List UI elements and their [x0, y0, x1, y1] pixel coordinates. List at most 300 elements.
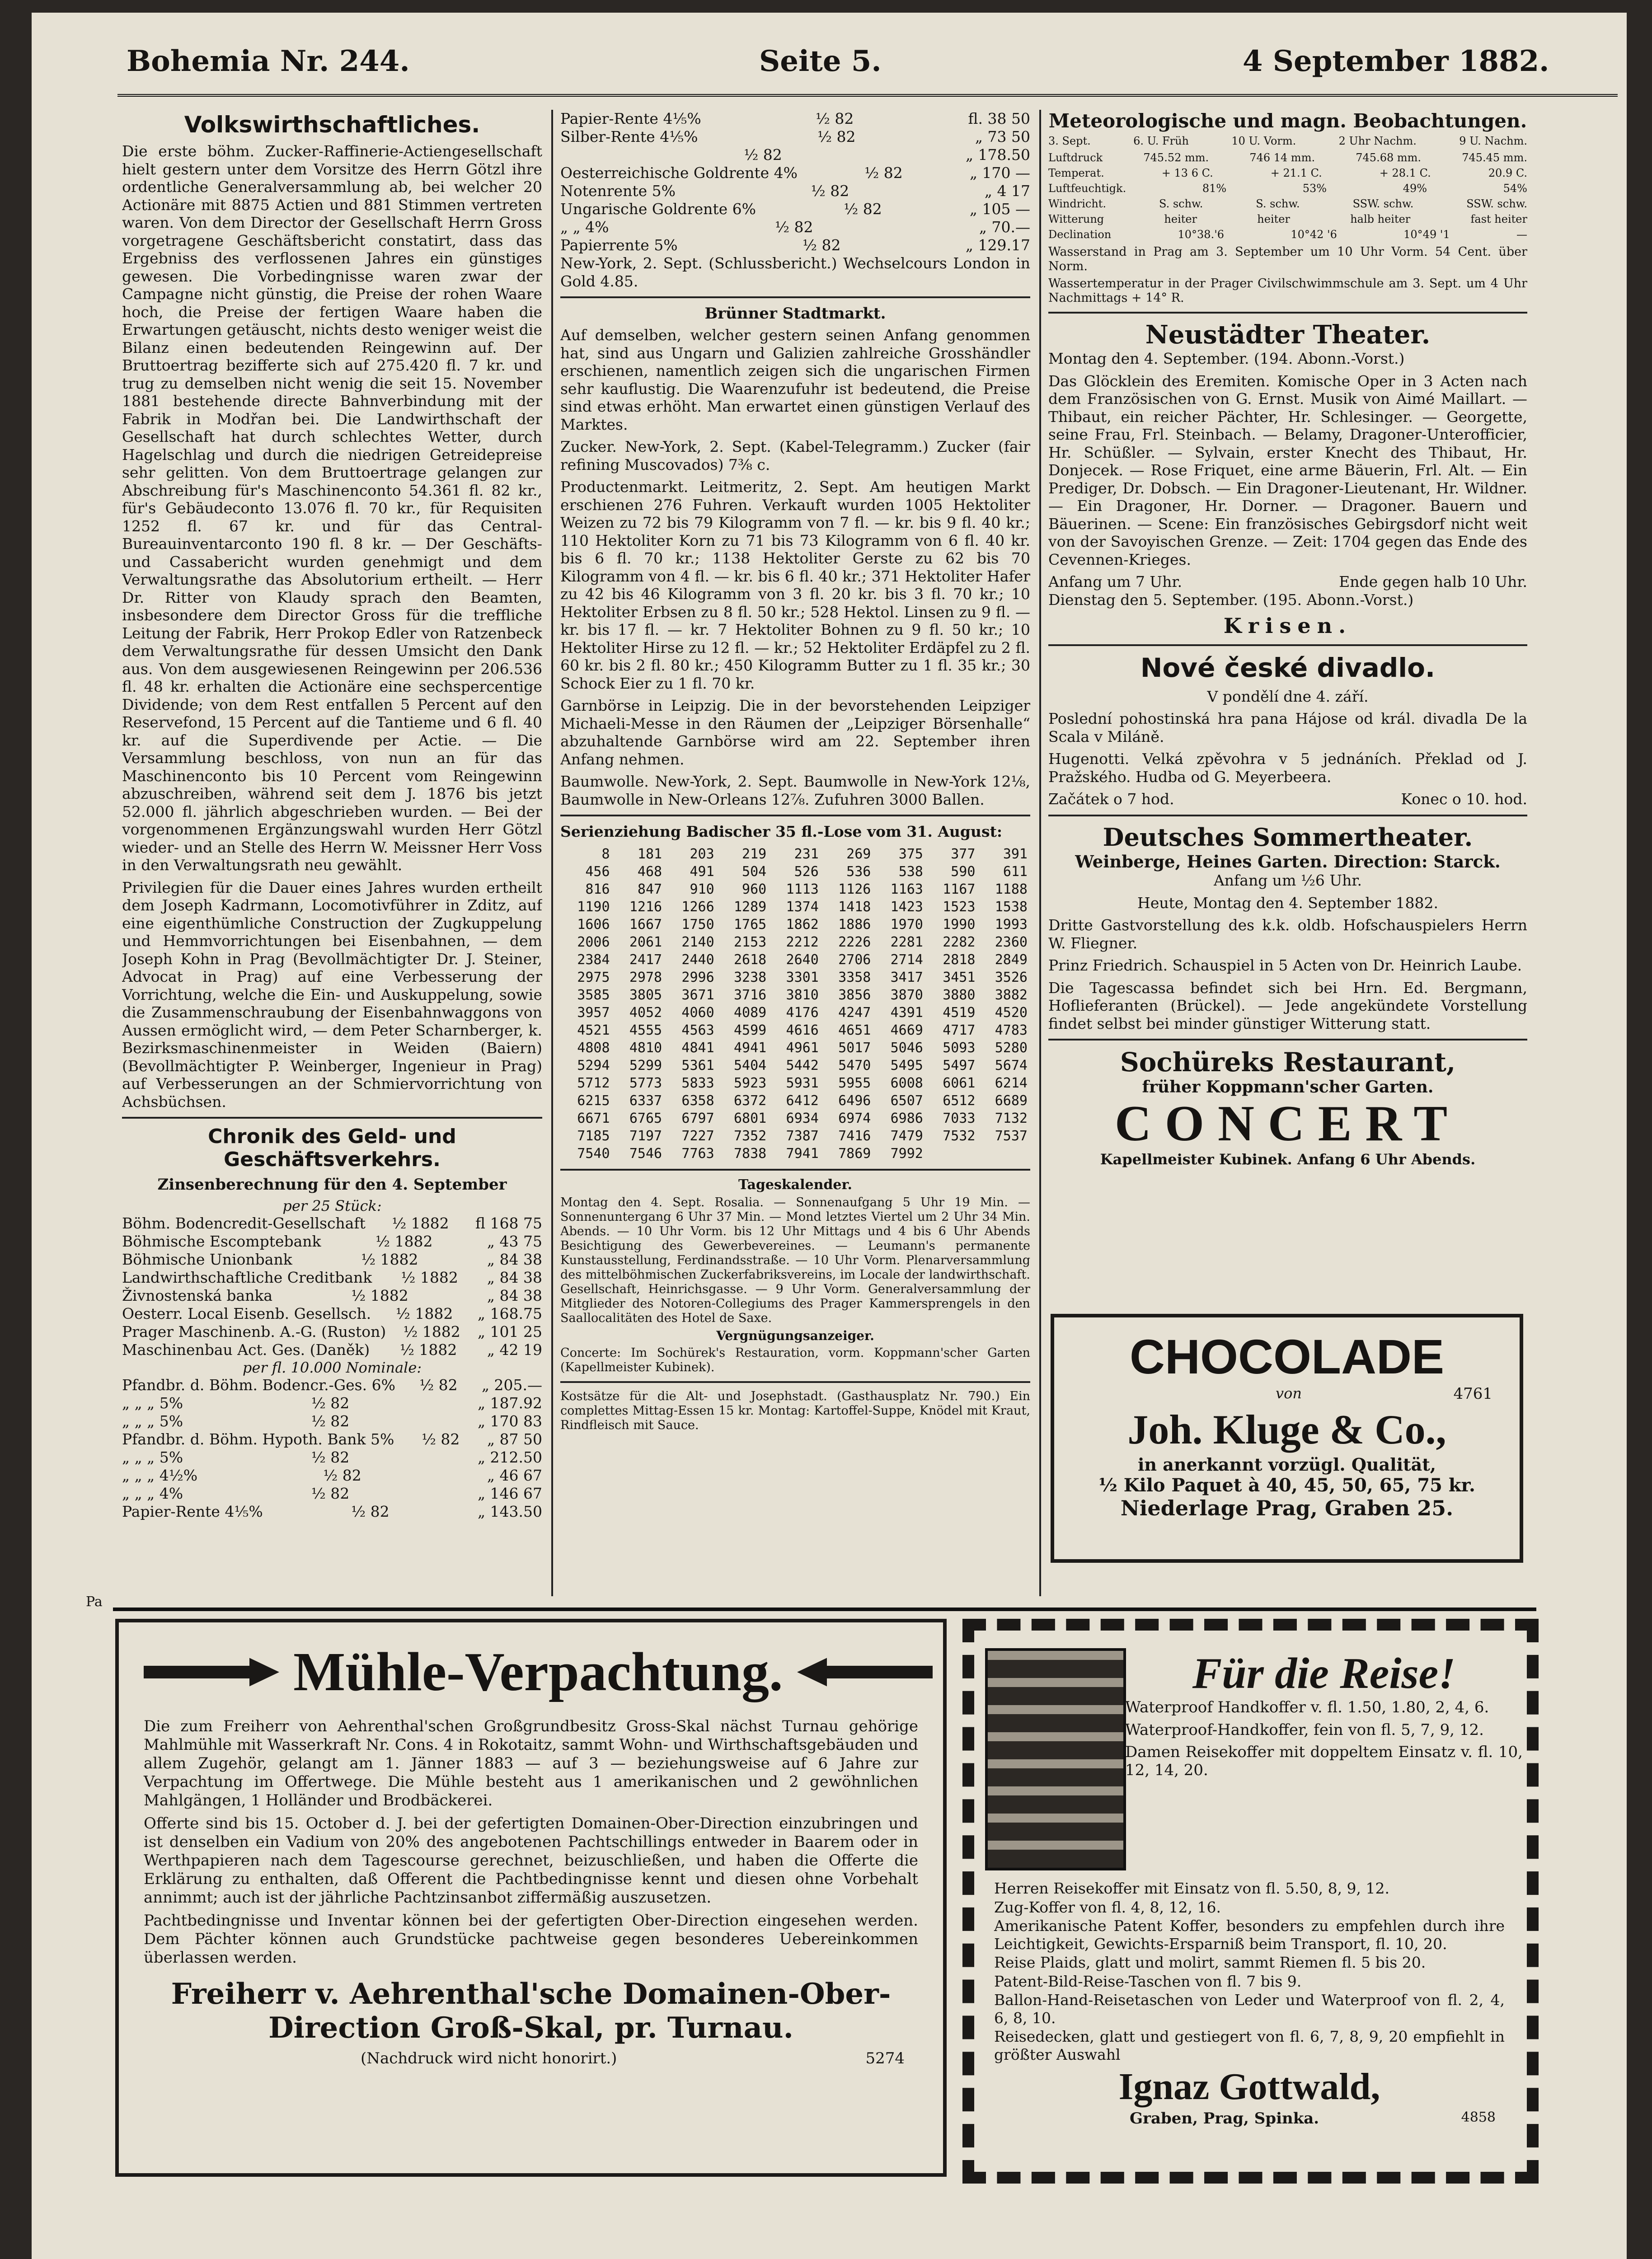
- czech-theatre-heading: Nové české divadlo.: [1140, 652, 1436, 683]
- produce-market-report: Productenmarkt. Leitmeritz, 2. Sept. Am heutigen Markt erschienen 276 Fuhren. Verkauft wurden 1005 Hektoliter Weizen zu 72 bis 79 Kilogramm von 7 fl. — kr. bis 9 fl. 40 kr.; 110 Hektoliter Korn zu 71 bis 73 Kilogramm von 6 fl. 40 kr. bis 6 fl. 70 kr.; 1138 Hektoliter Gerste zu 62 bis 70 Kilogramm von 4 fl. — kr. bis 6 fl. 40 kr.; 371 Hektoliter Hafer zu 42 bis 46 Kilogramm von 3 fl. 20 kr. bis 3 fl. 70 kr.; 10 Hektoliter Erbsen zu 8 fl. 50 kr.; 528 Hektol. Linsen zu 9 fl. — kr. bis 17 fl. — kr. 7 Hektoliter Bohnen zu 9 fl. 50 kr.; 10 Hektoliter Hirse zu 12 fl. — kr.; 52 Hektoliter Erdäpfel zu 2 fl. 60 kr. bis 2 fl. 80 kr.; 450 Kilogramm Butter zu 1 fl. 35 kr.; 30 Schock Eier zu 1 fl. 70 kr.: [560, 478, 1030, 692]
- bond-term: ½ 82: [311, 1448, 350, 1466]
- lottery-number: 468: [637, 863, 662, 880]
- lottery-number: 1886: [838, 916, 871, 933]
- lottery-number: 6974: [838, 1110, 871, 1126]
- mortgage-bond-table: [122, 1376, 542, 1521]
- bond-term: ½ 82: [311, 1394, 350, 1412]
- interest-value: „ 84 38: [487, 1287, 542, 1304]
- cotton-report: Baumwolle. New-York, 2. Sept. Baumwolle in New-York 12⅛, Baumwolle in New-Orleans 12⅞. Zufuhren 3000 Ballen.: [560, 773, 1030, 808]
- rente-row: [560, 218, 1030, 236]
- bond-term: ½ 82: [421, 1430, 460, 1448]
- chronicle-heading: Chronik des Geld- und Geschäftsverkehrs.: [208, 1125, 456, 1171]
- rente-value: „ 105 —: [969, 200, 1030, 218]
- summer-theatre-heading: Deutsches Sommertheater.: [1103, 823, 1473, 852]
- chocolate-title: CHOCOLADE: [1130, 1329, 1444, 1384]
- lottery-number: 6372: [733, 1092, 767, 1109]
- weather-row: [1048, 196, 1527, 211]
- czech-theatre-end: Konec o 10. hod.: [1401, 790, 1527, 808]
- lottery-number: 2384: [577, 951, 610, 968]
- lottery-number: 7352: [733, 1128, 767, 1144]
- mill-lease-conditions: Pachtbedingnisse und Inventar können bei der gefertigten Ober-Direction eingesehen werden. Dem Pächter können auch Grundstücke pachtweise gegen besonderes Uebereinkommen überlassen werden.: [144, 1912, 918, 1967]
- interest-name: Prager Maschinenb. A.-G. (Ruston): [122, 1323, 386, 1340]
- page-number: Seite 5.: [759, 44, 882, 78]
- restaurant-former-name: früher Koppmann'scher Garten.: [1142, 1078, 1434, 1097]
- rente-row: [560, 236, 1030, 254]
- interest-term: ½ 1882: [395, 1305, 453, 1322]
- rente-value: „ 178.50: [965, 146, 1030, 164]
- lottery-number: 6008: [890, 1075, 923, 1091]
- divider: [1048, 815, 1527, 816]
- interest-term: ½ 1882: [401, 1269, 458, 1286]
- meal-rates: Kostsätze für die Alt- und Josephstadt. (Gasthausplatz Nr. 790.) Ein complettes Mittag-Essen 15 kr. Montag: Kartoffel-Suppe, Knödel mit Kraut, Rindfleisch mit Sauce.: [560, 1389, 1030, 1432]
- lottery-number: 3301: [786, 969, 819, 985]
- lottery-heading: Serienziehung Badischer 35 fl.-Lose vom 31. August:: [560, 823, 1002, 840]
- travel-item-blankets: Reisedecken, glatt und gestiegert von fl. 6, 7, 8, 9, 20 empfiehlt in größter Auswahl: [994, 2028, 1505, 2063]
- mill-lease-signature-2: Direction Groß-Skal, pr. Turnau.: [268, 2011, 793, 2045]
- weather-column-label: 2 Uhr Nachm.: [1338, 135, 1417, 147]
- summer-theatre-play: Prinz Friedrich. Schauspiel in 5 Acten von Dr. Heinrich Laube.: [1048, 956, 1522, 974]
- lottery-number: 6507: [890, 1092, 923, 1109]
- bond-name: Pfandbr. d. Böhm. Bodencr.-Ges. 6%: [122, 1376, 395, 1394]
- lottery-number: 4941: [733, 1040, 767, 1056]
- lottery-number: 2417: [629, 951, 662, 968]
- lottery-number: 5361: [681, 1057, 714, 1073]
- weather-reading: 745.45 mm.: [1462, 151, 1527, 164]
- weather-reading: SSW. schw.: [1466, 197, 1527, 210]
- lottery-number: 6765: [629, 1110, 662, 1126]
- sugar-report: Zucker. New-York, 2. Sept. (Kabel-Telegramm.) Zucker (fair refining Muscovados) 7⅜ c.: [560, 438, 1030, 473]
- lottery-number: 7763: [681, 1145, 714, 1162]
- lottery-number: 5017: [838, 1040, 871, 1056]
- interest-term: ½ 1882: [392, 1214, 449, 1232]
- lottery-number: 4961: [786, 1040, 819, 1056]
- bond-name: „ „ „ 5%: [122, 1448, 183, 1466]
- travel-goods-list: [994, 1879, 1505, 2129]
- calendar-heading: Tageskalender.: [738, 1176, 852, 1193]
- neustadt-next-play: Krisen.: [1223, 613, 1352, 638]
- travel-item-patent-trunk: Amerikanische Patent Koffer, besonders zu empfehlen durch ihre Leichtigkeit, Gewichts-Ersparniß beim Transport, fl. 10, 20.: [994, 1917, 1505, 1953]
- lottery-number: 4616: [786, 1022, 819, 1038]
- lottery-number: 5404: [733, 1057, 767, 1073]
- weather-row: [1048, 181, 1527, 196]
- chocolate-von: von: [1276, 1385, 1302, 1402]
- interest-name: Oesterr. Local Eisenb. Gesellsch.: [122, 1305, 371, 1322]
- column-economics: [122, 110, 542, 1605]
- lottery-number: 4599: [733, 1022, 767, 1038]
- lottery-number: 1163: [890, 881, 923, 897]
- travel-item-handkoffer-fine: Waterproof-Handkoffer, fein von fl. 5, 7, 9, 12.: [1125, 1720, 1484, 1739]
- divider: [560, 1381, 1030, 1383]
- lottery-number: 6496: [838, 1092, 871, 1109]
- lottery-number: 6797: [681, 1110, 714, 1126]
- yarn-exchange-report: Garnbörse in Leipzig. Die in der bevorstehenden Leipziger Michaeli-Messe in den Räumen der „Leipziger Börsenhalle“ abzuhaltende Garnbörse wird am 22. September ihren Anfang nehmen.: [560, 697, 1030, 768]
- lottery-number: 5833: [681, 1075, 714, 1091]
- interest-table: [122, 1214, 542, 1359]
- czech-theatre-guest: Poslední pohostinská hra pana Hájose od král. divadla De la Scala v Miláně.: [1048, 710, 1527, 745]
- lottery-number: 2281: [890, 934, 923, 950]
- interest-term: ½ 1882: [361, 1251, 418, 1268]
- lottery-number: 7132: [995, 1110, 1028, 1126]
- lottery-number: 590: [951, 863, 976, 880]
- bond-row: [122, 1467, 542, 1485]
- summer-theatre-date: Heute, Montag den 4. September 1882.: [1137, 894, 1438, 912]
- lottery-number: 2140: [681, 934, 714, 950]
- lottery-number: 6214: [995, 1075, 1028, 1091]
- weather-measure: Witterung: [1048, 213, 1104, 225]
- rente-row: [560, 164, 1030, 182]
- lottery-number: 1667: [629, 916, 662, 933]
- lottery-number: 8: [601, 846, 610, 862]
- divider: [1048, 1039, 1527, 1040]
- weather-reading: 20.9 C.: [1488, 167, 1527, 179]
- interest-term: ½ 1882: [351, 1287, 408, 1304]
- rente-value: „ 4 17: [984, 182, 1030, 200]
- rente-term: ½ 82: [864, 164, 903, 182]
- divider: [560, 296, 1030, 298]
- lottery-number: 1167: [943, 881, 976, 897]
- travel-merchant-address: Graben, Prag, Spinka.: [1130, 2109, 1319, 2128]
- lottery-number: 1990: [943, 916, 976, 933]
- weather-reading: 54%: [1503, 182, 1527, 195]
- weather-column-label: 6. U. Früh: [1133, 135, 1189, 147]
- lottery-number: 7941: [786, 1145, 819, 1162]
- lottery-number: 6986: [890, 1110, 923, 1126]
- restaurant-name: Sochüreks Restaurant,: [1120, 1047, 1456, 1078]
- lottery-number: 816: [585, 881, 610, 897]
- rente-row: [560, 182, 1030, 200]
- lottery-number: 2440: [681, 951, 714, 968]
- lottery-number: 910: [690, 881, 714, 897]
- lottery-number: 1523: [943, 899, 976, 915]
- lottery-number: 4651: [838, 1022, 871, 1038]
- bond-name: „ „ „ 5%: [122, 1412, 183, 1430]
- rente-value: „ 170 —: [969, 164, 1030, 182]
- weather-reading: S. schw.: [1159, 197, 1203, 210]
- rente-term: ½ 82: [815, 110, 854, 127]
- czech-theatre-programme: Hugenotti. Velká zpěvohra v 5 jednáních. Překlad od J. Pražského. Hudba od G. Meyerbeera.: [1048, 750, 1527, 786]
- mill-ad-number: 5274: [865, 2049, 905, 2067]
- lottery-number: 3358: [838, 969, 871, 985]
- lottery-number: 7416: [838, 1128, 871, 1144]
- bond-value: „ 87 50: [487, 1430, 542, 1448]
- interest-name: Böhmische Unionbank: [122, 1251, 292, 1268]
- neustadt-programme: Das Glöcklein des Eremiten. Komische Oper in 3 Acten nach dem Französischen von G. Ernst. Musik von Aimé Maillart. — Thibaut, ein reicher Pächter, Hr. Schlesinger. — Georgette, seine Frau, Frl. Steinbach. — Belamy, Dragoner-Unterofficier, Hr. Schüßler. — Sylvain, erster Knecht des Thibaut, Hr. Donjecek. — Rose Friquet, eine arme Bäuerin, Frl. Alt. — Ein Prediger, Dr. Dobsch. — Ein Dragoner-Lieutenant, Hr. Wildner. — Ein Dragoner, Hr. Dorner. — Dragoner. Bauern und Bäuerinen. — Scene: Ein französisches Gebirgsdorf nicht weit von der Savoyischen Grenze. — Zeit: 1704 gegen das Ende des Cevennen-Krieges.: [1048, 372, 1527, 568]
- divider: [1048, 312, 1527, 314]
- lottery-number: 7479: [890, 1128, 923, 1144]
- lottery-number: 7537: [995, 1128, 1028, 1144]
- interest-subheading: per 25 Stück:: [282, 1197, 382, 1214]
- bond-value: „ 205.—: [481, 1376, 542, 1394]
- bruenn-market-report: Auf demselben, welcher gestern seinen Anfang genommen hat, sind aus Ungarn und Galizien zahlreiche Grosshändler erschienen, namentlich zeigen sich die ungarischen Firmen sehr kauflustig. Die Waarenzufuhr ist bedeutend, die Preise sind etwas erhöht. Man erwartet einen günstigen Verlauf des Marktes.: [560, 326, 1030, 433]
- interest-name: Böhmische Escomptebank: [122, 1233, 321, 1250]
- rente-row: [560, 128, 1030, 146]
- bond-row: [122, 1412, 542, 1430]
- advertisement-rule: [113, 1608, 1536, 1611]
- rente-table: [560, 110, 1030, 254]
- lottery-number: 2006: [577, 934, 610, 950]
- bond-row: [122, 1394, 542, 1412]
- bond-name: Pfandbr. d. Böhm. Hypoth. Bank 5%: [122, 1430, 394, 1448]
- lottery-number: 2975: [577, 969, 610, 985]
- weather-column-label: 10 U. Vorm.: [1231, 135, 1296, 147]
- lottery-number: 6689: [995, 1092, 1028, 1109]
- lottery-number: 5712: [577, 1075, 610, 1091]
- lottery-number: 526: [794, 863, 819, 880]
- lottery-number: 203: [690, 846, 714, 862]
- divider: [122, 1117, 542, 1119]
- lottery-number: 5046: [890, 1040, 923, 1056]
- travel-merchant-name: Ignaz Gottwald,: [1118, 2066, 1380, 2108]
- bond-row: [122, 1485, 542, 1503]
- lottery-number: 1126: [838, 881, 871, 897]
- weather-row: [1048, 227, 1527, 242]
- lottery-number: 3856: [838, 987, 871, 1003]
- weather-reading: 10°49 '1: [1403, 228, 1450, 241]
- concert-details: Kapellmeister Kubinek. Anfang 6 Uhr Abends.: [1100, 1151, 1476, 1168]
- lottery-number: 504: [742, 863, 767, 880]
- lottery-number: 3417: [890, 969, 923, 985]
- rente-value: „ 70.—: [979, 218, 1030, 236]
- lottery-number: 6337: [629, 1092, 662, 1109]
- chocolate-ad-number: 4761: [1453, 1385, 1492, 1403]
- privileges-article: Privilegien für die Dauer eines Jahres wurden ertheilt dem Joseph Kadrmann, Locomotivführer in Zditz, auf eine eigenthümliche Construction der Zugkuppelung und Hemmvorrichtungen bei Eisenbahnen, — dem Joseph Kohn in Prag (Bevollmächtigter Dr. J. Steiner, Advocat in Prag) auf eine Verbesserung der Vorrichtung, welche die Ein- und Auskuppelung, sowie die Zusammenschraubung der Eisenbahnwaggons von Aussen ermöglicht wird, — dem Peter Scharnberger, k. Bezirksmaschinenmeister in Weiden (Baiern) (Bevollmächtigter P. Weinberger, Ingenieur in Prag) auf Verbesserungen an der Schmiervorrichtung von Achsbüchsen.: [122, 878, 542, 1111]
- interest-row: [122, 1287, 542, 1305]
- travel-item-balloon-bags: Ballon-Hand-Reisetaschen von Leder und Waterproof von fl. 2, 4, 6, 8, 10.: [994, 1991, 1505, 2027]
- lottery-number: 538: [898, 863, 923, 880]
- column-markets: [560, 110, 1030, 1605]
- travel-item-ladies-trunk: Damen Reisekoffer mit doppeltem Einsatz v. fl. 10, 12, 14, 20.: [1125, 1743, 1523, 1779]
- lottery-number: 3957: [577, 1004, 610, 1021]
- lottery-number: 1970: [890, 916, 923, 933]
- weather-column-label: 9 U. Nachm.: [1459, 135, 1527, 147]
- lottery-number: 391: [1003, 846, 1028, 862]
- weather-reading: S. schw.: [1256, 197, 1300, 210]
- lottery-number: 2153: [733, 934, 767, 950]
- lottery-number: 6934: [786, 1110, 819, 1126]
- interest-term: ½ 1882: [375, 1233, 433, 1250]
- lottery-number: 6671: [577, 1110, 610, 1126]
- lottery-number: 2282: [943, 934, 976, 950]
- lottery-number: 1374: [786, 899, 819, 915]
- lottery-number: 1216: [629, 899, 662, 915]
- lottery-number: 1862: [786, 916, 819, 933]
- bond-value: „ 170 83: [477, 1412, 542, 1430]
- lottery-number: 536: [846, 863, 871, 880]
- lottery-number: 3451: [943, 969, 976, 985]
- lottery-number: 5470: [838, 1057, 871, 1073]
- chocolate-shop: Niederlage Prag, Graben 25.: [1120, 1496, 1454, 1520]
- lottery-number: 5773: [629, 1075, 662, 1091]
- neustadt-end: Ende gegen halb 10 Uhr.: [1339, 573, 1527, 591]
- bond-term: ½ 82: [311, 1485, 350, 1502]
- bond-value: „ 46 67: [487, 1467, 542, 1484]
- weather-measure: Luftdruck: [1048, 151, 1103, 164]
- day-calendar: Montag den 4. Sept. Rosalia. — Sonnenaufgang 5 Uhr 19 Min. — Sonnenuntergang 6 Uhr 37 Min. — Mond letztes Viertel um 2 Uhr 34 Min. Abends. — 10 Uhr Vorm. bis 12 Uhr Mittags und 4 bis 6 Uhr Abends Besichtigung des Gewerbevereines. — Leumann's permanente Kunstausstellung, Ferdinandsstraße. — 10 Uhr Vorm. Plenarversammlung des mittelböhmischen Zuckerfabriksvereins, im Locale der landwirthschaft. Gesellschaft, Heinrichsgasse. — 9 Uhr Vorm. Generalversammlung der Mitglieder des Notoren-Collegiums des Prager Kammersprengels in den Saallocalitäten des Hotel de Saxe.: [560, 1195, 1030, 1325]
- amusements-heading: Vergnügungsanzeiger.: [716, 1328, 874, 1343]
- interest-term: ½ 1882: [403, 1323, 460, 1340]
- lottery-number: 3671: [681, 987, 714, 1003]
- interest-name: Böhm. Bodencredit-Gesellschaft: [122, 1214, 366, 1232]
- interest-value: „ 42 19: [487, 1341, 542, 1359]
- lottery-number: 3238: [733, 969, 767, 985]
- header-rule: [117, 94, 1618, 97]
- weather-measure: Declination: [1048, 228, 1112, 241]
- rente-term: ½ 82: [844, 200, 882, 218]
- rente-term: ½ 82: [774, 218, 813, 236]
- summer-theatre-box-office: Die Tagescassa befindet sich bei Hrn. Ed. Bergmann, Hoflieferanten (Brückel). — Jede angekündete Vorstellung findet selbst bei minder günstiger Witterung statt.: [1048, 979, 1527, 1032]
- lottery-number: 4808: [577, 1040, 610, 1056]
- mill-lease-advertisement: [115, 1619, 947, 2177]
- rente-term: ½ 82: [803, 236, 841, 254]
- lottery-number: 181: [637, 846, 662, 862]
- weather-reading: SSW. schw.: [1352, 197, 1414, 210]
- chocolate-advertisement: [1051, 1314, 1523, 1563]
- travel-item-bags: Patent-Bild-Reise-Taschen von fl. 7 bis 9.: [994, 1972, 1302, 1990]
- neustadt-date: Montag den 4. September. (194. Abonn.-Vorst.): [1048, 350, 1405, 367]
- divider: [560, 815, 1030, 816]
- rente-value: „ 73 50: [975, 128, 1030, 145]
- interest-row: [122, 1269, 542, 1287]
- weather-measure: Luftfeuchtigk.: [1048, 182, 1126, 195]
- bond-term: ½ 82: [311, 1412, 350, 1430]
- rente-name: Notenrente 5%: [560, 182, 676, 200]
- water-temperature-note: Wassertemperatur in der Prager Civilschwimmschule am 3. Sept. um 4 Uhr Nachmittags + 14° R.: [1048, 277, 1527, 305]
- lottery-number: 231: [794, 846, 819, 862]
- rente-name: „ „ 4%: [560, 218, 609, 236]
- lottery-number: 2706: [838, 951, 871, 968]
- sugar-refinery-article: Die erste böhm. Zucker-Raffinerie-Actiengesellschaft hielt gestern unter dem Vorsitze des Herrn Götzl ihre ordentliche Generalversammlung ab, bei welcher 20 Actionäre mit 8875 Actien und 881 Stimmen vertreten waren. Von dem Director der Gesellschaft Herrn Gross vorgetragene Geschäftsbericht constatirt, dass das Ergebniss des verflossenen Jahres ein günstiges gewesen. Die Vorbedingnisse waren zwar der Campagne nicht günstig, die Preise der rohen Waare hoch, die Preise der fertigen Waare haben die Erwartungen getäuscht, nichts desto weniger weist die Bilanz einen bedeutenden Reingewinn auf. Der Bruttoertrag bezifferte sich auf 275.420 fl. 7 kr. und trug zu demselben nicht wenig die seit 15. November 1881 bestehende directe Bahnverbindung mit der Fabrik in Modřan bei. Die Landwirthschaft der Gesellschaft hat durch schlechtes Wetter, durch Hagelschlag und durch die niedrigen Getreidepreise sehr gelitten. Von dem Bruttoertrage gelangen zur Abschreibung für's Maschinenconto 54.361 fl. 82 kr., für's Gebäudeconto 13.076 fl. 70 kr., für Requisiten 1252 fl. 67 kr. und für das Central-Bureauinventarconto 190 fl. 8 kr. — Der Geschäfts- und Cassabericht wurden genehmigt und dem Verwaltungsrathe das Absolutorium ertheilt. — Herr Dr. Ritter von Klaudy sprach den Beamten, insbesondere dem Director Gross für die treffliche Leitung der Fabrik, Herr Prokop Edler von Ratzenbeck dem Verwaltungsrathe für dessen Umsicht den Dank aus. Von dem ausgewiesenen Reingewinn per 206.536 fl. 48 kr. erhalten die Actionäre eine sechspercentige Dividende; von dem Rest entfallen 5 Percent auf den Reservefond, 15 Percent auf die Tantieme und 6 fl. 40 kr. auf die Superdivende per Actie. — Die Versammlung beschloss, von nun an für das Maschinenconto bis 10 Percent vom Reingewinn abzuschreiben, während seit dem J. 1876 bis jetzt 52.000 fl. jährlich abgeschrieben wurden. — Bei der vorgenommenen Ergänzungswahl wurden Herr Götzl wieder- und an Stelle des Herrn W. Meissner Herr Voss in den Verwaltungsrath neu gewählt.: [122, 142, 542, 874]
- lottery-number: 2061: [629, 934, 662, 950]
- weather-reading: —: [1516, 228, 1527, 241]
- column-rule-2: [1039, 110, 1041, 1596]
- lottery-number: 269: [846, 846, 871, 862]
- lottery-number: 3870: [890, 987, 923, 1003]
- lottery-number: 4060: [681, 1004, 714, 1021]
- neustadt-theatre-heading: Neustädter Theater.: [1145, 320, 1431, 350]
- weather-reading: 10°38.'6: [1178, 228, 1225, 241]
- summer-theatre-venue: Weinberge, Heines Garten. Direction: Starck.: [1075, 852, 1501, 872]
- lottery-number: 6412: [786, 1092, 819, 1109]
- lottery-number: 2996: [681, 969, 714, 985]
- newspaper-page: [32, 13, 1627, 2259]
- bond-row: [122, 1448, 542, 1467]
- mill-lease-offers: Offerte sind bis 15. October d. J. bei der gefertigten Domainen-Ober-Direction einzubringen und ist denselben ein Vadium von 20% des angebotenen Pachtschillings entweder in Baarem oder in Werthpapieren nach dem Tagescourse gerechnet, beizuschließen, und haben die Offerte die Erklärung zu enthalten, daß Offerent die Pachtbedingnisse kennt und diesen ohne Vorbehalt annimmt; auch ist der jährliche Pachtzinsanbot ziffermäßig auszusetzen.: [144, 1814, 918, 1907]
- column-rule-1: [551, 110, 553, 1596]
- lottery-number: 1418: [838, 899, 871, 915]
- lottery-number: 4052: [629, 1004, 662, 1021]
- bond-row: [122, 1503, 542, 1521]
- interest-row: [122, 1233, 542, 1251]
- lottery-number: 5674: [995, 1057, 1028, 1073]
- lottery-number: 3810: [786, 987, 819, 1003]
- lottery-number: 3880: [943, 987, 976, 1003]
- weather-reading: heiter: [1257, 213, 1290, 225]
- lottery-number: 5442: [786, 1057, 819, 1073]
- bond-row: [122, 1430, 542, 1448]
- bond-name: „ „ „ 5%: [122, 1394, 183, 1412]
- lottery-number: 7033: [943, 1110, 976, 1126]
- interest-name: Landwirthschaftliche Creditbank: [122, 1269, 372, 1286]
- interest-value: „ 84 38: [487, 1251, 542, 1268]
- rente-term: ½ 82: [744, 146, 782, 164]
- lottery-number: 3716: [733, 987, 767, 1003]
- lottery-number: 7869: [838, 1145, 871, 1162]
- weather-reading: 81%: [1202, 182, 1227, 195]
- nominal-subheading: per fl. 10.000 Nominale:: [242, 1359, 422, 1376]
- lottery-number: 1765: [733, 916, 767, 933]
- divider: [1048, 644, 1527, 646]
- masthead-left: Bohemia Nr. 244.: [127, 44, 410, 78]
- lottery-number: 6061: [943, 1075, 976, 1091]
- lottery-number: 6801: [733, 1110, 767, 1126]
- lottery-number: 2978: [629, 969, 662, 985]
- bond-value: „ 212.50: [477, 1448, 542, 1466]
- weather-measure: Windricht.: [1048, 197, 1107, 210]
- lottery-number: 2226: [838, 934, 871, 950]
- weather-reading: + 21.1 C.: [1270, 167, 1322, 179]
- lottery-number: 7546: [629, 1145, 662, 1162]
- czech-theatre-date: V pondělí dne 4. září.: [1207, 687, 1369, 705]
- lottery-number: 1266: [681, 899, 714, 915]
- lottery-number: 1190: [577, 899, 610, 915]
- lottery-number: 2818: [943, 951, 976, 968]
- water-level-note: Wasserstand in Prag am 3. September um 10 Uhr Vorm. 54 Cent. über Norm.: [1048, 245, 1527, 273]
- rente-name: Ungarische Goldrente 6%: [560, 200, 756, 218]
- lottery-number: 1289: [733, 899, 767, 915]
- travel-goods-title: Für die Reise!: [1192, 1649, 1456, 1698]
- lottery-number: 4669: [890, 1022, 923, 1038]
- trunk-illustration: [985, 1648, 1126, 1870]
- travel-item-plaids: Reise Plaids, glatt und molirt, sammt Riemen fl. 5 bis 20.: [994, 1954, 1426, 1971]
- neustadt-start: Anfang um 7 Uhr.: [1048, 573, 1183, 591]
- lottery-number: 1538: [995, 899, 1028, 915]
- lottery-number: 4247: [838, 1004, 871, 1021]
- amusements-text: Concerte: Im Sochürek's Restauration, vorm. Koppmann'scher Garten (Kapellmeister Kubinek).: [560, 1345, 1030, 1374]
- lottery-number: 7197: [629, 1128, 662, 1144]
- lottery-number: 3882: [995, 987, 1028, 1003]
- lottery-number: 7540: [577, 1145, 610, 1162]
- lottery-number: 4841: [681, 1040, 714, 1056]
- weather-reading: 10°42 '6: [1291, 228, 1337, 241]
- bond-value: „ 187.92: [477, 1394, 542, 1412]
- lottery-number: 5495: [890, 1057, 923, 1073]
- weather-reading: 746 14 mm.: [1249, 151, 1315, 164]
- bond-name: Papier-Rente 4⅕%: [122, 1503, 263, 1520]
- weather-reading: 745.68 mm.: [1356, 151, 1422, 164]
- chocolate-prices: ½ Kilo Paquet à 40, 45, 50, 65, 75 kr.: [1098, 1475, 1475, 1496]
- lottery-number: 4555: [629, 1022, 662, 1038]
- travel-item-mens-trunk: Herren Reisekoffer mit Einsatz von fl. 5.50, 8, 9, 12.: [994, 1879, 1389, 1897]
- interest-row: [122, 1214, 542, 1233]
- weather-heading: Meteorologische und magn. Beobachtungen.: [1048, 110, 1527, 132]
- weather-reading: 53%: [1302, 182, 1327, 195]
- lottery-number: 6215: [577, 1092, 610, 1109]
- rente-term: ½ 82: [811, 182, 849, 200]
- reprint-notice: (Nachdruck wird nicht honorirt.): [361, 2049, 617, 2067]
- summer-theatre-guest: Dritte Gastvorstellung des k.k. oldb. Hofschauspielers Herrn W. Fliegner.: [1048, 916, 1527, 952]
- bond-name: „ „ „ 4%: [122, 1485, 183, 1502]
- lottery-number: 377: [951, 846, 976, 862]
- interest-value: „ 101 25: [477, 1323, 542, 1340]
- lottery-number: 2640: [786, 951, 819, 968]
- weather-row: [1048, 150, 1527, 165]
- weather-reading: + 28.1 C.: [1379, 167, 1431, 179]
- lottery-number: 4391: [890, 1004, 923, 1021]
- weather-column-label: 3. Sept.: [1048, 135, 1091, 147]
- weather-reading: heiter: [1164, 213, 1197, 225]
- interest-row: [122, 1251, 542, 1269]
- bond-name: „ „ „ 4½%: [122, 1467, 198, 1484]
